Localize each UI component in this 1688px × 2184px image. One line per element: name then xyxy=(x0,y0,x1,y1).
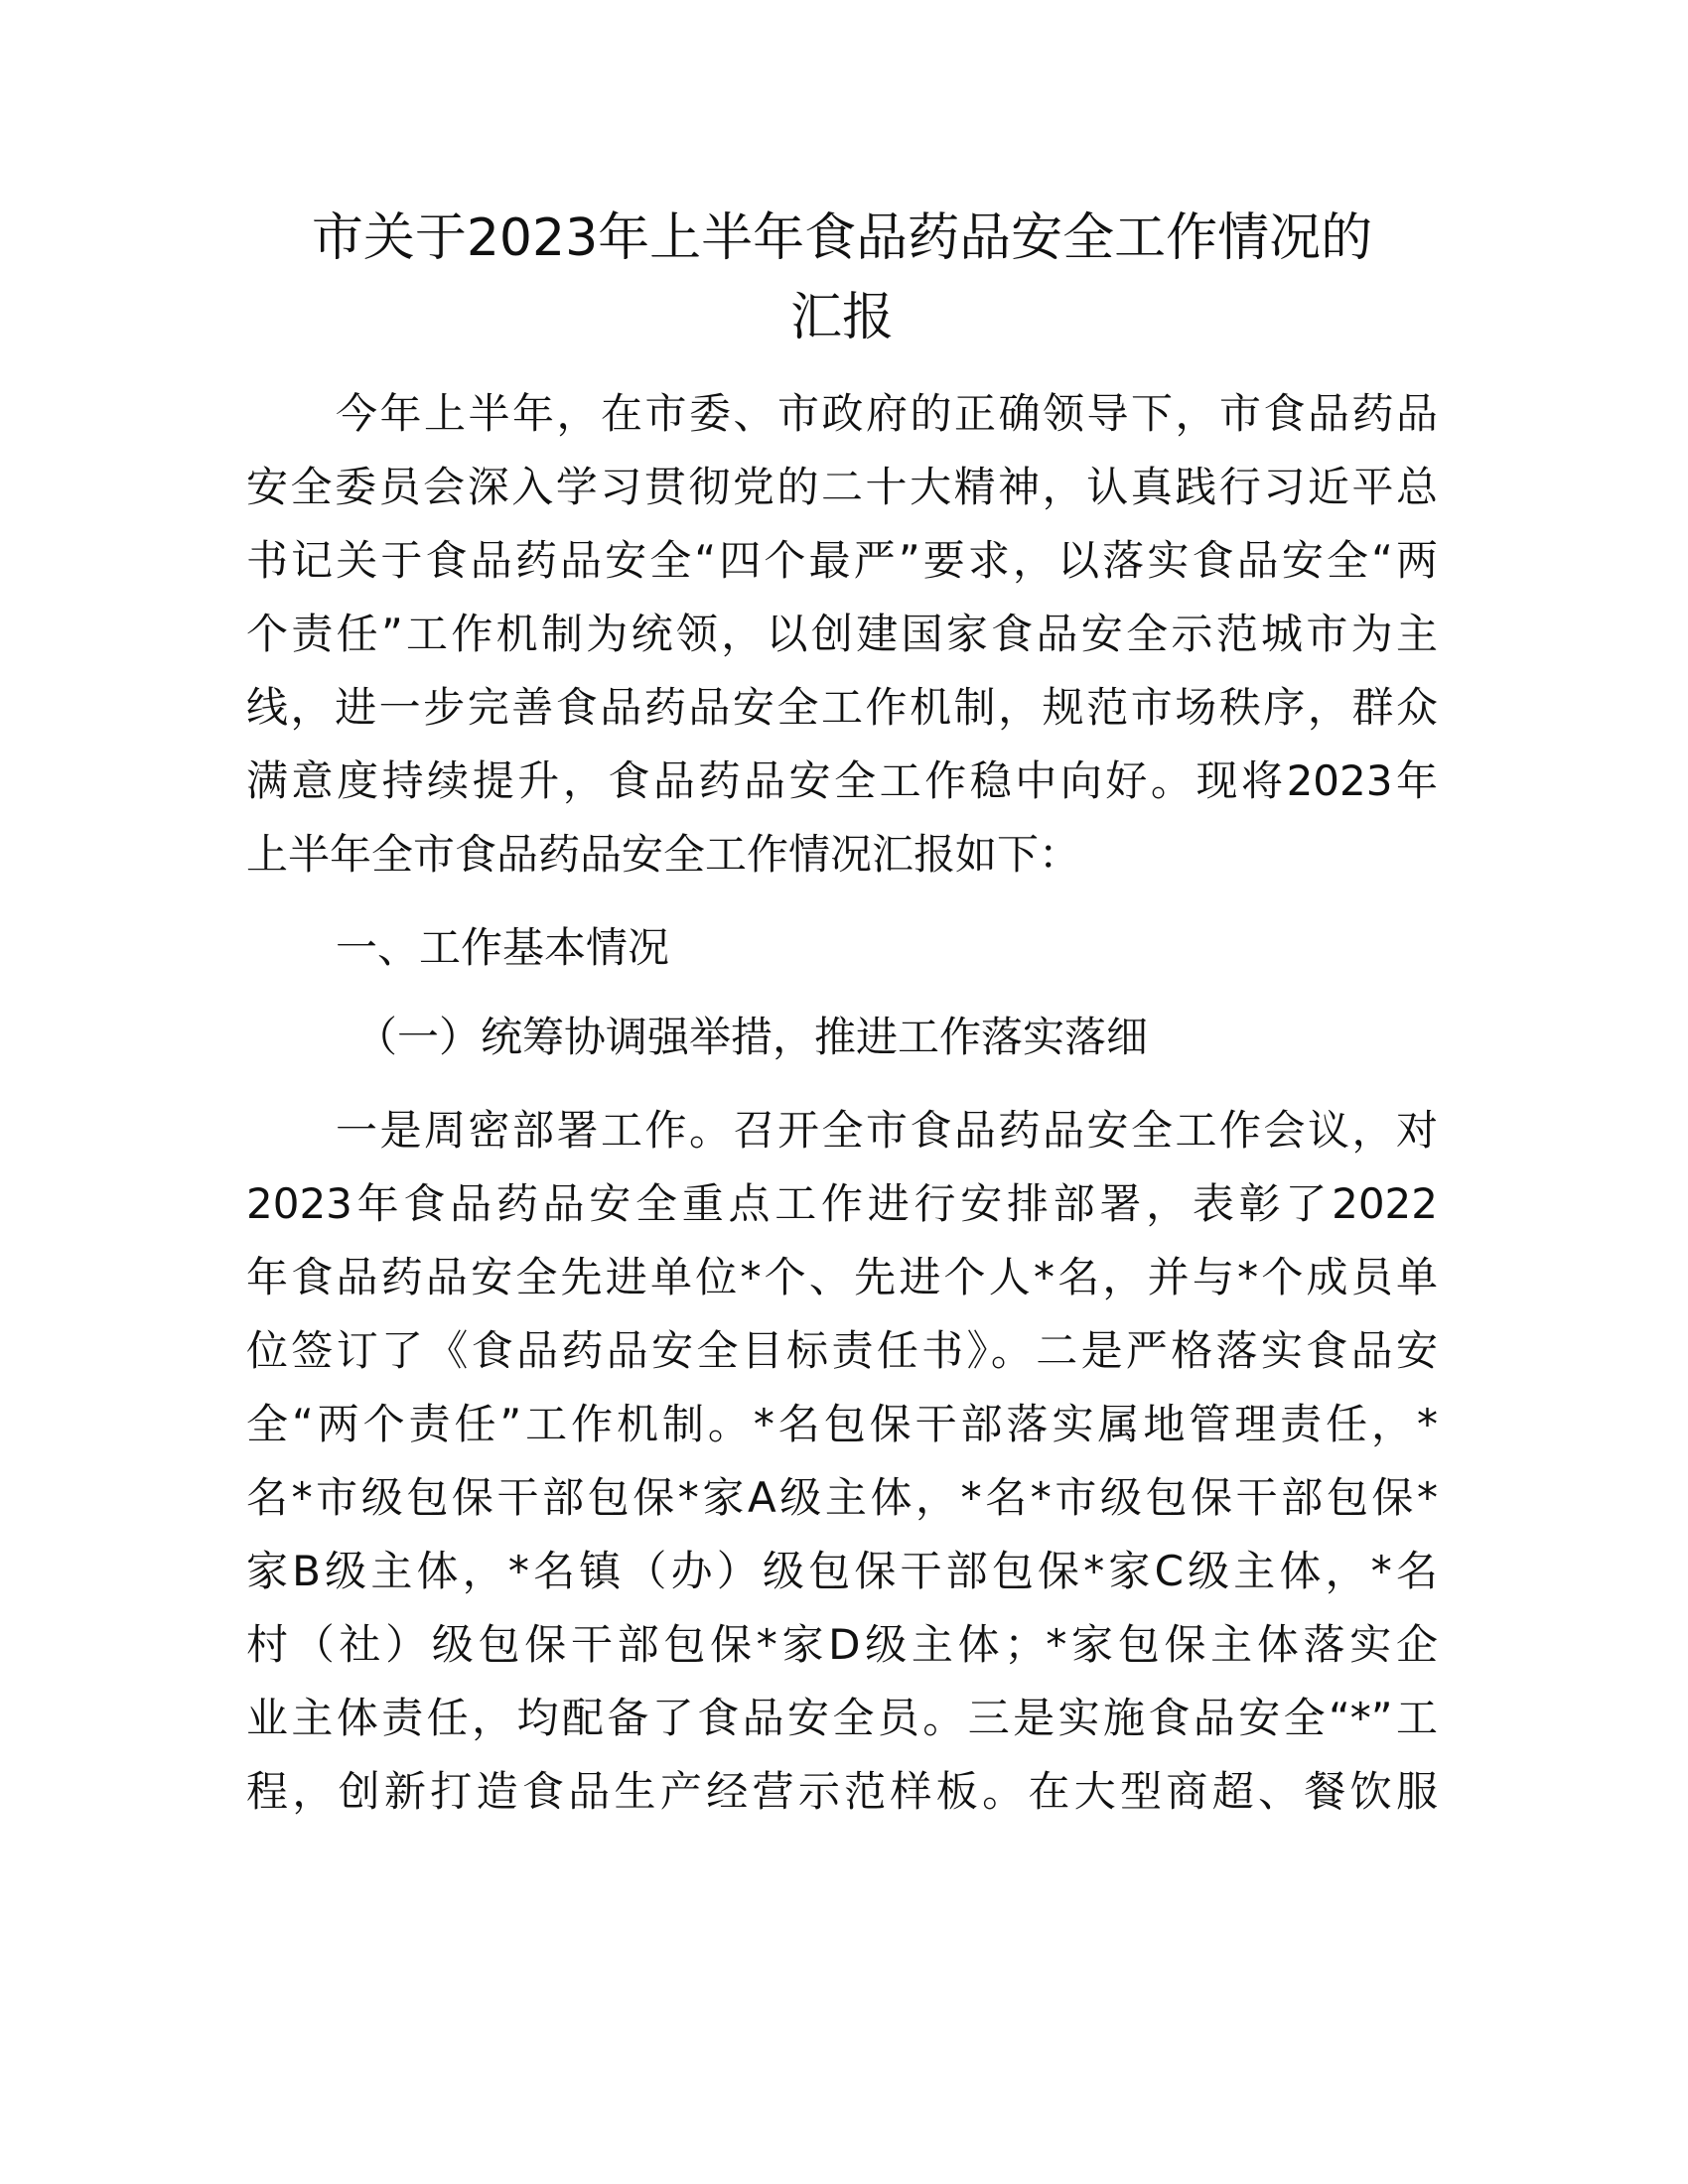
intro-line-7: 上半年全市食品药品安全工作情况汇报如下： xyxy=(246,830,1081,879)
section-heading-1 xyxy=(246,911,1438,985)
body-line-6: 名*市级包保干部包保*家A级主体，*名*市级包保干部包保* xyxy=(246,1473,1438,1522)
body-line-8: 村（社）级包保干部包保*家D级主体；*家包保主体落实企 xyxy=(246,1620,1438,1669)
body-paragraph-1 xyxy=(246,1094,1438,1829)
document-title xyxy=(246,199,1438,357)
subsection-heading-1 xyxy=(246,1001,1438,1074)
intro-line-2: 安全委员会深入学习贯彻党的二十大精神，认真践行习近平总 xyxy=(246,463,1438,511)
title-line-1: 市关于2023年上半年食品药品安全工作情况的 xyxy=(311,208,1373,268)
title-line-2: 汇报 xyxy=(789,288,894,347)
document-page xyxy=(246,199,1438,1829)
body-line-5: 全“两个责任”工作机制。*名包保干部落实属地管理责任，* xyxy=(246,1400,1438,1448)
body-line-10: 程，创新打造食品生产经营示范样板。在大型商超、餐饮服 xyxy=(246,1767,1438,1816)
intro-line-1: 今年上半年，在市委、市政府的正确领导下，市食品药品 xyxy=(336,389,1438,438)
body-line-7: 家B级主体，*名镇（办）级包保干部包保*家C级主体，*名 xyxy=(246,1547,1438,1595)
intro-line-3: 书记关于食品药品安全“四个最严”要求，以落实食品安全“两 xyxy=(246,536,1438,585)
body-line-9: 业主体责任，均配备了食品安全员。三是实施食品安全“*”工 xyxy=(246,1694,1438,1742)
intro-line-4: 个责任”工作机制为统领，以创建国家食品安全示范城市为主 xyxy=(246,610,1438,658)
section-heading-1-text: 一、工作基本情况 xyxy=(336,923,670,972)
body-line-2: 2023年食品药品安全重点工作进行安排部署，表彰了2022 xyxy=(246,1179,1438,1228)
body-line-3: 年食品药品安全先进单位*个、先进个人*名，并与*个成员单 xyxy=(246,1253,1438,1301)
body-line-1: 一是周密部署工作。召开全市食品药品安全工作会议，对 xyxy=(336,1106,1438,1155)
intro-line-6: 满意度持续提升，食品药品安全工作稳中向好。现将2023年 xyxy=(246,756,1438,805)
body-line-4: 位签订了《食品药品安全目标责任书》。二是严格落实食品安 xyxy=(246,1326,1438,1375)
intro-paragraph xyxy=(246,377,1438,891)
subsection-heading-1-text: （一）统筹协调强举措，推进工作落实落细 xyxy=(355,1013,1149,1061)
intro-line-5: 线，进一步完善食品药品安全工作机制，规范市场秩序，群众 xyxy=(246,683,1438,732)
